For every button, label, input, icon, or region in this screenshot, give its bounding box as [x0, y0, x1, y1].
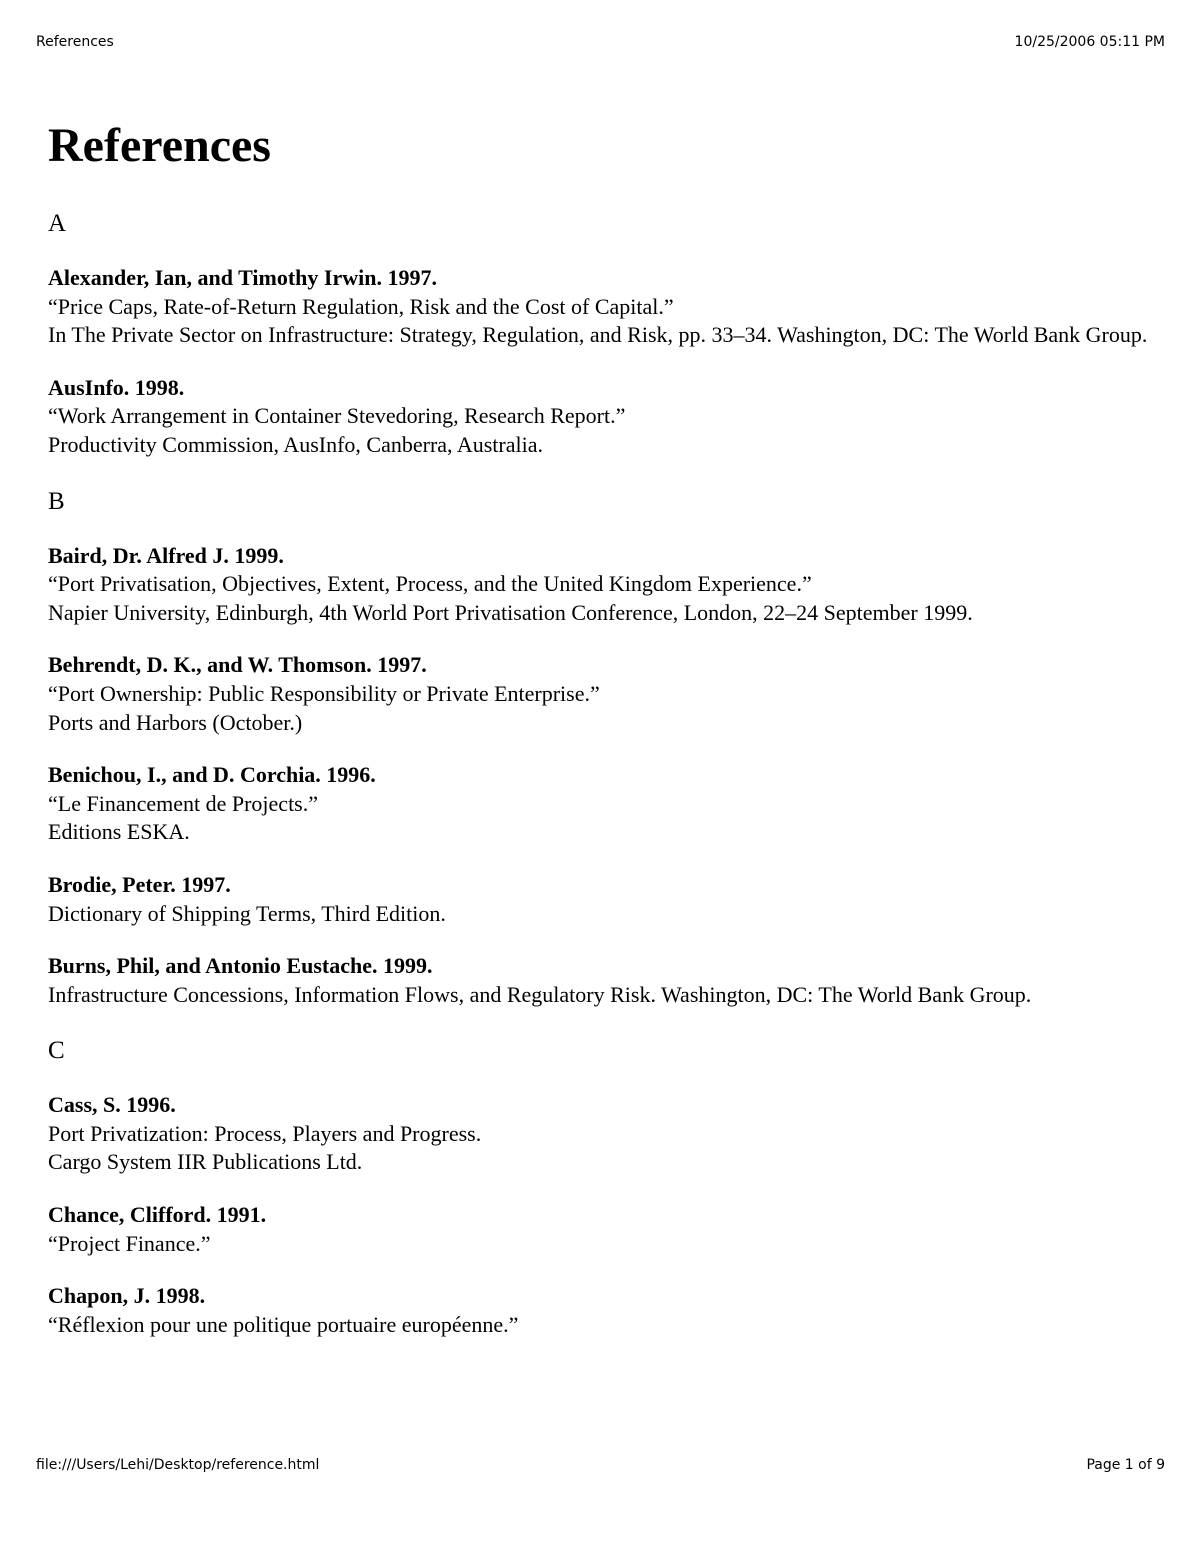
reference-entry: [48, 374, 1148, 460]
reference-title: “Le Financement de Projects.”: [48, 790, 319, 816]
section-c: [48, 1035, 1148, 1339]
print-footer: [36, 1457, 1165, 1473]
reference-source: In The Private Sector on Infrastructure: Strategy, Regulation, and Risk, pp. 33–34. Washington, DC: The World Bank Group.: [48, 322, 1148, 348]
reference-title: “Réflexion pour une politique portuaire européenne.”: [48, 1311, 519, 1337]
reference-title: “Price Caps, Rate-of-Return Regulation, Risk and the Cost of Capital.”: [48, 293, 674, 319]
reference-source: Napier University, Edinburgh, 4th World Port Privatisation Conference, London, 22–24 September 1999.: [48, 599, 973, 625]
reference-title: “Port Ownership: Public Responsibility or Private Enterprise.”: [48, 680, 600, 706]
reference-source: Cargo System IIR Publications Ltd.: [48, 1149, 363, 1175]
reference-title: “Port Privatisation, Objectives, Extent, Process, and the United Kingdom Experience.”: [48, 571, 812, 597]
reference-source: Ports and Harbors (October.): [48, 709, 303, 735]
reference-entry: [48, 1091, 1148, 1177]
section-a: [48, 208, 1148, 460]
reference-entry: [48, 1201, 1148, 1258]
reference-title: “Project Finance.”: [48, 1230, 211, 1256]
reference-author: Chapon, J. 1998.: [48, 1283, 206, 1309]
print-header-timestamp: 10/25/2006 05:11 PM: [1014, 34, 1165, 50]
reference-entry: [48, 871, 1148, 928]
reference-author: Benichou, I., and D. Corchia. 1996.: [48, 762, 376, 788]
reference-entry: [48, 651, 1148, 737]
section-letter: A: [48, 210, 67, 237]
reference-entry: [48, 761, 1148, 847]
reference-author: AusInfo. 1998.: [48, 374, 185, 400]
reference-author: Alexander, Ian, and Timothy Irwin. 1997.: [48, 265, 437, 290]
reference-entry: [48, 952, 1148, 1009]
reference-author: Behrendt, D. K., and W. Thomson. 1997.: [48, 652, 427, 678]
section-letter: B: [48, 487, 65, 515]
reference-title: Dictionary of Shipping Terms, Third Edition.: [48, 900, 446, 926]
reference-author: Brodie, Peter. 1997.: [48, 871, 231, 897]
reference-author: Chance, Clifford. 1991.: [48, 1202, 267, 1228]
print-header-title: References: [36, 34, 114, 50]
reference-entry: [48, 264, 1148, 350]
reference-entry: [48, 1282, 1148, 1339]
reference-source: Productivity Commission, AusInfo, Canberra, Australia.: [48, 431, 543, 457]
print-footer-page-number: Page 1 of 9: [1086, 1457, 1165, 1473]
reference-entry: [48, 542, 1148, 628]
section-letter: C: [48, 1037, 65, 1065]
reference-title: “Work Arrangement in Container Stevedoring, Research Report.”: [48, 403, 626, 429]
reference-source: Editions ESKA.: [48, 819, 190, 845]
reference-author: Cass, S. 1996.: [48, 1092, 176, 1118]
document-body: [48, 116, 1148, 1339]
reference-title: Port Privatization: Process, Players and Progress.: [48, 1120, 482, 1146]
section-b: [48, 486, 1148, 1010]
reference-author: Burns, Phil, and Antonio Eustache. 1999.: [48, 953, 433, 979]
print-footer-url: file:///Users/Lehi/Desktop/reference.html: [36, 1457, 320, 1473]
reference-title: Infrastructure Concessions, Information Flows, and Regulatory Risk. Washington, DC: The World Bank Group.: [48, 981, 1032, 1007]
page-title: References: [48, 119, 271, 172]
print-header: [36, 34, 1165, 50]
reference-author: Baird, Dr. Alfred J. 1999.: [48, 542, 284, 568]
